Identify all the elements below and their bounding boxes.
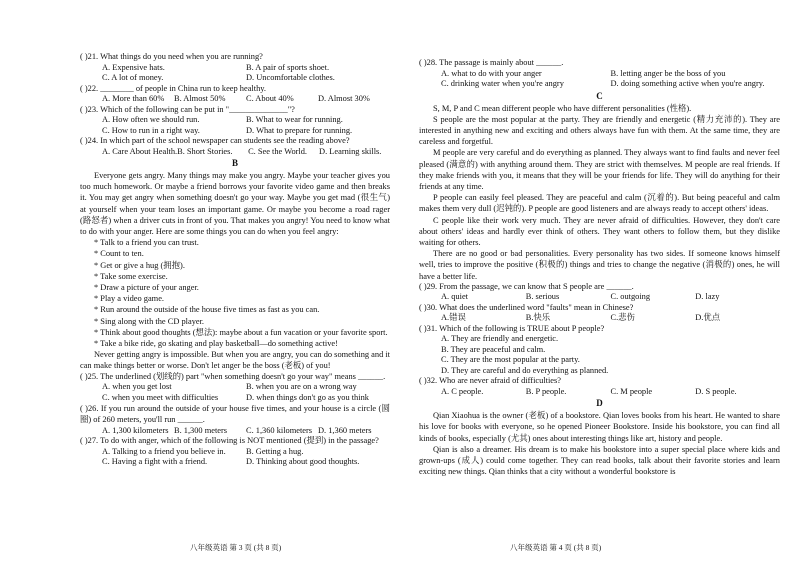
q30-options [419,313,780,324]
q23-option-b: B. What to wear for running. [246,115,343,124]
q23-option-a: A. How often we should run. [102,115,200,124]
q32-stem: ( )32. Who are never afraid of difficulties? [419,376,562,386]
q27-options-2 [80,457,390,468]
q32-options [419,387,780,398]
q22-option-a: A. More than 60% [102,94,165,103]
q22-options [80,94,390,105]
q29-option-d: D. lazy [695,292,720,302]
q22-stem: ( )22. ________ of people in China run to keep healthy. [80,83,266,93]
q29-option-a: A. quiet [441,292,468,302]
section-c-heading: C [596,90,603,101]
bullet-item: * Take some exercise. [94,271,168,281]
q25-options-2 [80,393,390,404]
q27-stem: ( )27. To do with anger, which of the following is NOT mentioned (提到) in the passage? [80,436,379,446]
q28-options-2 [419,79,780,90]
q30-option-c: C.悲伤 [610,313,635,323]
q26-stem: ( )26. If you run around the outside of your house five times, and your house is a circle (圆圈) of 260 meters, you'll run ______. [80,404,390,425]
q26-option-d: D. 1,360 meters [318,425,372,435]
q21-options-2 [80,73,390,84]
bullet-item: * Draw a picture of your anger. [94,283,199,293]
bullet-item: * Get or give a hug (拥抱). [94,260,185,270]
q29-option-c: C. outgoing [610,292,651,302]
q24-option-b: B. Short Stories. [177,146,233,156]
q25-option-a: A. when you get lost [102,382,172,392]
q22-option-c: C. About 40% [246,94,294,103]
q27-option-a: A. Talking to a friend you believe in. [102,446,226,456]
q21-options [80,63,390,74]
q30-stem: ( )30. What does the underlined word "faults" mean in Chinese? [419,302,634,312]
q22-option-b: B. Almost 50% [174,94,226,103]
q25-option-d: D. when things don't go as you think [246,392,369,402]
passage-c-paragraph: M people are very careful and do everything as planned. They always want to find faults and never feel pleased (满意的) with anything around them. They are strict with themselves. M people are real friends. If they make friends with you, it means that they will be your friends for life. They will do anything for their friends at any time. [419,148,780,191]
q24-options [80,147,390,158]
q25-option-b: B. when you are on a wrong way [246,382,357,392]
q26-option-b: B. 1,300 meters [174,425,228,435]
q22-option-d: D. Almost 30% [318,94,370,103]
q30-option-a: A.错误 [441,313,466,323]
q29-options [419,292,780,303]
q26-option-c: C. 1,360 kilometers [246,425,313,435]
q30-option-b: B.快乐 [525,313,551,323]
q32-option-b: B. P people. [525,386,567,396]
q28-option-c: C. drinking water when you're angry [441,79,564,88]
q27-option-b: B. Getting a hug. [246,446,304,456]
q26-option-a: A. 1,300 kilometers [102,425,169,435]
q21-option-d: D. Uncomfortable clothes. [246,73,335,82]
q28-options [419,69,780,80]
q21-stem: ( )21. What things do you need when you are running? [80,52,263,61]
passage-b-paragraph: Everyone gets angry. Many things may make you angry. Maybe your teacher gives you too much homework. Or maybe a friend borrows your favorite video game and then breaks it. You may get angry when something doesn't go your way. Maybe you get mad (很生气) at yourself when your team loses an important game. Or maybe you become a road rager (路怒者) when a driver cuts in front of you. That makes you angry! You need to know what to do with your anger. Here are some things you can do when you feel angry: [80,171,390,237]
q27-option-d: D. Thinking about good thoughts. [246,457,360,467]
q27-options [80,447,390,458]
bullet-item: * Sing along with the CD player. [94,316,205,326]
bullet-item: * Play a video game. [94,294,165,304]
q31-option-c: C. They are the most popular at the party. [441,355,580,365]
passage-d-paragraph: Qian is also a dreamer. His dream is to make his bookstore into a super special place where kids and grown-ups (成人) could come together. They can read books, talk about their favorite stories and learn exciting new things. Qian thinks that a city without a wonderful bookstore is [419,444,780,477]
page-footer: 八年级英语 第 3 页 (共 8 页) [190,543,282,552]
q32-option-d: D. S people. [695,386,737,396]
right-page [405,0,794,561]
passage-d-paragraph: Qian Xiaohua is the owner (老板) of a bookstore. Qian loves books from his heart. He wanted to share his love for books with everyone, so he opened Pioneer Bookstore. Inside his bookstore, you can find all kinds of books, especially (尤其) ones about interesting things like art, history and people. [419,411,780,443]
q21-option-c: C. A lot of money. [102,73,164,82]
q31-option-d: D. They are careful and do everything as planned. [441,365,609,375]
passage-c-paragraph: There are no good or bad personalities. Every personality has two sides. If someone knows himself well, tries to improve the positive (积极的) things and tries to change the negative (消极的) ones, he will have a better life. [419,249,780,281]
q26-options [80,426,390,437]
q28-option-a: A. what to do with your anger [441,68,542,78]
section-b-heading: B [231,158,238,168]
section-d-heading: D [596,398,603,409]
passage-b-closing: Never getting angry is impossible. But when you are angry, you can do something and it can make things better or worse. Don't let anger be the boss (老板) of you! [80,350,391,371]
q31-option-a: A. They are friendly and energetic. [441,334,559,344]
q25-option-c: C. when you meet with difficulties [102,392,219,402]
q24-stem: ( )24. In which part of the school newspaper can students see the reading above? [80,136,350,145]
passage-c-paragraph: C people like their work very much. They are never afraid of difficulties. However, they don't care about others' ideas and hardly ever think of others. They want others to follow them, but they dislike waiting for others. [419,215,780,247]
q31-stem: ( )31. Which of the following is TRUE about P people? [419,323,605,333]
bullet-item: * Think about good thoughts (想法): maybe about a fun vacation or your favorite sport. [94,327,388,337]
q24-option-d: D. Learning skills. [319,146,382,156]
q32-option-a: A. C people. [441,386,484,396]
page-footer: 八年级英语 第 4 页 (共 8 页) [510,543,602,552]
bullet-item: * Run around the outside of the house five times as fast as you can. [94,305,320,315]
q23-options-2 [80,126,390,137]
q25-options [80,382,390,393]
q23-option-c: C. How to run in a right way. [102,125,200,135]
passage-c-paragraph: S, M, P and C mean different people who have different personalities (性格). [433,103,692,113]
q30-option-d: D.优点 [695,313,721,323]
q23-stem: ( )23. Which of the following can be put in "______________"? [80,104,295,114]
q24-option-a: A. Care About Health. [102,146,178,156]
q28-option-d: D. doing something active when you're angry. [610,79,765,88]
q24-option-c: C. See the World. [248,146,308,156]
q28-stem: ( )28. The passage is mainly about ______. [419,58,564,67]
bullet-item: * Talk to a friend you can trust. [94,238,199,248]
q23-options [80,115,390,126]
passage-c-paragraph: P people can easily feel pleased. They are peaceful and calm (沉着的). But being peaceful and calm makes them very dull (迟钝的). P people are good listeners and are always ready to accept others' ideas. [419,193,780,214]
q27-option-c: C. Having a fight with a friend. [102,457,208,467]
q23-option-d: D. What to prepare for running. [246,125,353,135]
bullet-item: * Count to ten. [94,249,144,259]
q31-option-b: B. They are peaceful and calm. [441,344,546,354]
q21-option-b: B. A pair of sports shoet. [246,62,330,72]
q29-stem: ( )29. From the passage, we can know that S people are ______. [419,281,634,291]
q32-option-c: C. M people [610,386,653,396]
q21-option-a: A. Expensive hats. [102,62,165,72]
bullet-item: * Take a bike ride, go skating and play basketball—do something active! [94,339,338,349]
passage-c-paragraph: S people are the most popular at the party. They are friendly and energetic (精力充沛的). They are interested in anything new and exciting and others always have fun with them. At the same time, they are careless and forgetful. [419,114,780,147]
q29-option-b: B. serious [525,292,560,302]
q28-option-b: B. letting anger be the boss of you [610,68,726,78]
q25-stem: ( )25. The underlined (划线的) part "when something doesn't go your way" means ______. [80,371,386,381]
